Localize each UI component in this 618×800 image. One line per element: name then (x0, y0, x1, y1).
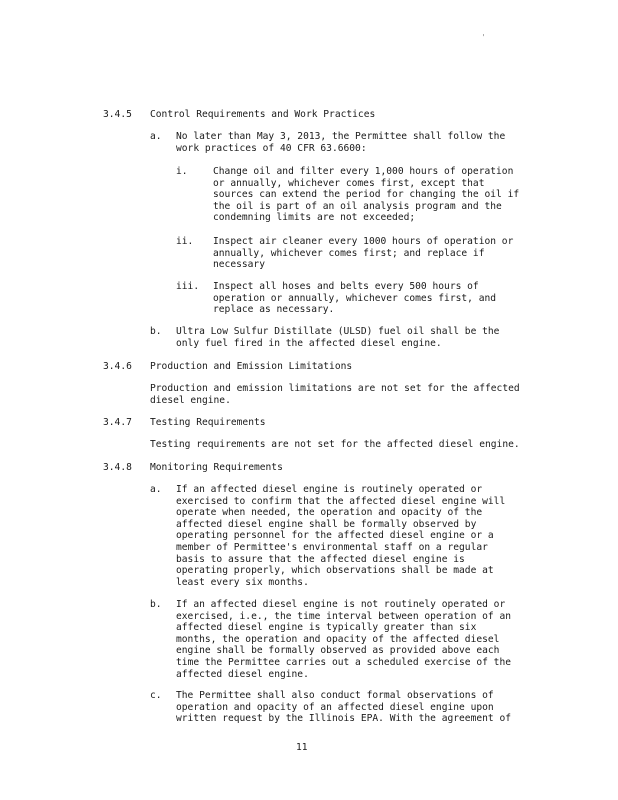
section-3-4-8-title: Monitoring Requirements (150, 462, 283, 473)
page-number: 11 (296, 742, 308, 753)
text-line: operation and opacity of an affected diesel engine upon (176, 701, 494, 713)
text-line: sources can extend the period for changing the oil if (213, 189, 520, 201)
monitoring-b-label: b. (150, 599, 162, 610)
text-line: or annually, whichever comes first, except that (213, 177, 485, 189)
item-a-label: a. (150, 131, 162, 142)
item-b-label: b. (150, 326, 162, 337)
section-3-4-6-body (150, 383, 520, 406)
text-line: condemning limits are not exceeded; (213, 212, 416, 224)
item-ii-label: ii. (176, 236, 194, 247)
item-iii-label: iii. (176, 281, 200, 292)
text-line: operation or annually, whichever comes first, and (213, 292, 497, 304)
item-i-label: i. (176, 166, 188, 177)
text-line: operate when needed, the operation and opacity of the (176, 507, 483, 519)
section-3-4-5-number: 3.4.5 (103, 109, 132, 120)
text-line: engine shall be formally observed as provided above each (176, 645, 500, 657)
text-line: the oil is part of an oil analysis program and the (213, 200, 502, 212)
item-b-text (176, 326, 499, 349)
section-3-4-7-body: Testing requirements are not set for the affected diesel engine. (150, 439, 520, 450)
text-line: Inspect air cleaner every 1000 hours of operation or (213, 236, 514, 247)
item-ii-text (213, 236, 513, 271)
text-line: Ultra Low Sulfur Distillate (ULSD) fuel oil shall be the (176, 326, 500, 337)
text-line: diesel engine. (150, 394, 231, 406)
text-line: affected diesel engine shall be formally observed by (176, 518, 477, 530)
section-3-4-7-title: Testing Requirements (150, 417, 266, 428)
text-line: work practices of 40 CFR 63.6600: (176, 142, 367, 154)
text-line: If an affected diesel engine is not routinely operated or (176, 599, 506, 610)
item-i-text (213, 166, 519, 224)
text-line: The Permittee shall also conduct formal observations of (176, 690, 494, 701)
text-line: operating personnel for the affected diesel engine or a (176, 530, 494, 542)
section-3-4-6-number: 3.4.6 (103, 361, 132, 372)
text-line: time the Permittee carries out a scheduled exercise of the (176, 656, 512, 668)
corner-mark: ' (481, 33, 486, 42)
section-3-4-8-number: 3.4.8 (103, 462, 132, 473)
text-line: least every six months. (176, 576, 309, 588)
text-line: member of Permittee's environmental staff on a regular (176, 541, 488, 553)
monitoring-c-text (176, 690, 511, 725)
text-line: No later than May 3, 2013, the Permittee shall follow the (176, 131, 506, 142)
monitoring-a-label: a. (150, 484, 162, 495)
text-line: written request by the Illinois EPA. With the agreement of (176, 713, 512, 725)
text-line: operating properly, which observations shall be made at (176, 565, 494, 577)
text-line: necessary (213, 259, 265, 271)
item-iii-text (213, 281, 496, 316)
text-line: exercised to confirm that the affected diesel engine will (176, 495, 506, 507)
monitoring-b-text (176, 599, 511, 680)
text-line: basis to assure that the affected diesel engine is (176, 553, 465, 565)
section-3-4-6-title: Production and Emission Limitations (150, 361, 353, 372)
text-line: annually, whichever comes first; and replace if (213, 247, 485, 259)
text-line: Change oil and filter every 1,000 hours of operation (213, 166, 514, 177)
text-line: months, the operation and opacity of the affected diesel (176, 633, 500, 645)
text-line: Production and emission limitations are not set for the affected (150, 383, 520, 394)
text-line: affected diesel engine. (176, 668, 309, 680)
monitoring-a-text (176, 484, 505, 588)
text-line: Inspect all hoses and belts every 500 hours of (213, 281, 479, 292)
section-3-4-5-title: Control Requirements and Work Practices (150, 109, 376, 120)
text-line: only fuel fired in the affected diesel engine. (176, 337, 442, 349)
monitoring-c-label: c. (150, 690, 162, 701)
text-line: replace as necessary. (213, 304, 335, 316)
text-line: affected diesel engine is typically greater than six (176, 622, 477, 634)
section-3-4-7-number: 3.4.7 (103, 417, 132, 428)
item-a-text (176, 131, 505, 154)
text-line: exercised, i.e., the time interval between operation of an (176, 610, 512, 622)
text-line: If an affected diesel engine is routinely operated or (176, 484, 483, 495)
